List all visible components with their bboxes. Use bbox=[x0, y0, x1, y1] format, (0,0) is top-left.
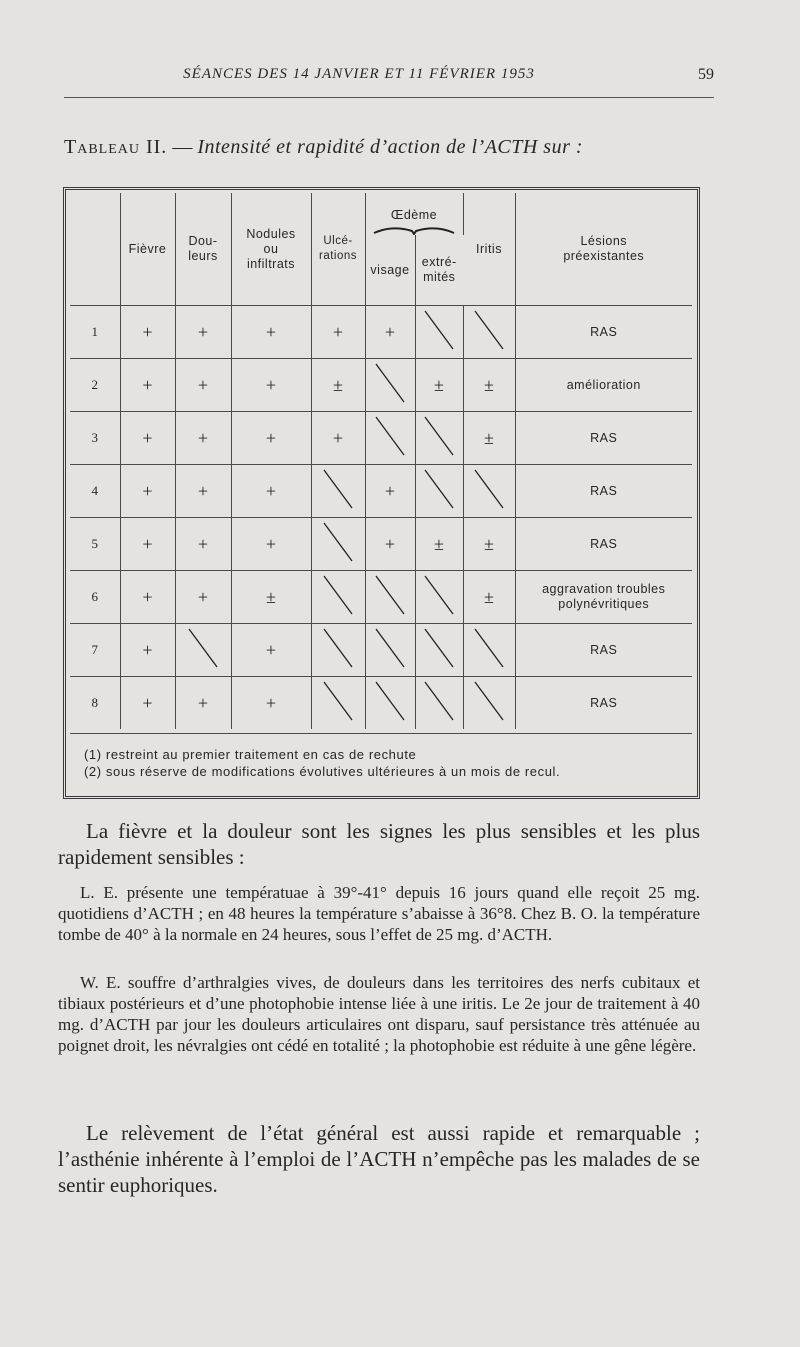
table-title: Intensité et rapidité d’action de l’ACTH sur : bbox=[197, 136, 584, 158]
table-cell: + bbox=[120, 412, 175, 465]
page-header bbox=[64, 66, 714, 92]
header-ulcerations: Ulcé- rations bbox=[311, 193, 365, 306]
table-cell: ± bbox=[463, 518, 515, 571]
lesions-cell: aggravation troubles polynévritiques bbox=[515, 571, 692, 624]
table-cell: + bbox=[120, 306, 175, 359]
lesions-cell: RAS bbox=[515, 306, 692, 359]
table-cell: ± bbox=[463, 412, 515, 465]
paragraph-1: La fièvre et la douleur sont les signes les plus sensibles et les plus rapidement sensibles : bbox=[58, 819, 700, 869]
slash-mark bbox=[175, 624, 231, 677]
diagonal-slash-icon bbox=[422, 679, 456, 723]
lesions-cell: RAS bbox=[515, 412, 692, 465]
table-cell: + bbox=[231, 465, 311, 518]
table-cell: + bbox=[175, 359, 231, 412]
page-number: 59 bbox=[698, 66, 714, 83]
lesions-cell: RAS bbox=[515, 677, 692, 730]
table-label: Tableau II. bbox=[64, 136, 168, 158]
slash-mark bbox=[311, 518, 365, 571]
diagonal-slash-icon bbox=[373, 573, 407, 617]
table-footnotes bbox=[84, 746, 684, 780]
header-douleurs: Dou- leurs bbox=[175, 193, 231, 306]
diagonal-slash-icon bbox=[472, 679, 506, 723]
slash-mark bbox=[365, 677, 415, 730]
table-cell: + bbox=[175, 412, 231, 465]
diagonal-slash-icon bbox=[321, 626, 355, 670]
header-visage: visage bbox=[365, 235, 415, 306]
header-rule bbox=[64, 97, 714, 98]
table-row bbox=[70, 571, 692, 624]
table-cell: + bbox=[365, 518, 415, 571]
diagonal-slash-icon bbox=[422, 573, 456, 617]
diagonal-slash-icon bbox=[186, 626, 220, 670]
diagonal-slash-icon bbox=[472, 467, 506, 511]
slash-mark bbox=[311, 677, 365, 730]
slash-mark bbox=[415, 677, 463, 730]
diagonal-slash-icon bbox=[321, 679, 355, 723]
table-cell: + bbox=[120, 677, 175, 730]
diagonal-slash-icon bbox=[422, 626, 456, 670]
paragraph-3: W. E. souffre d’arthralgies vives, de douleurs dans les territoires des nerfs cubitaux et tibiaux postérieurs et d’une photophobie intense liée à une iritis. Le 2e jour de traitement à 40 mg. d’ACTH par jour les douleurs articulaires ont disparu, sauf persistance très atténuée au poignet droit, les névralgies ont cédé en totalité ; la photophobie est réduite à une gêne légère. bbox=[58, 973, 700, 1055]
header-iritis: Iritis bbox=[463, 193, 515, 306]
table-cell: + bbox=[175, 571, 231, 624]
slash-mark bbox=[463, 306, 515, 359]
table-cell: ± bbox=[231, 571, 311, 624]
diagonal-slash-icon bbox=[422, 414, 456, 458]
brace-icon bbox=[372, 225, 456, 235]
caption-dash: — bbox=[172, 136, 193, 158]
row-number: 1 bbox=[70, 306, 120, 359]
table-cell: + bbox=[120, 465, 175, 518]
row-number: 5 bbox=[70, 518, 120, 571]
header-lesions: Lésions préexistantes bbox=[563, 234, 645, 263]
table-row bbox=[70, 518, 692, 571]
table-cell: ± bbox=[463, 571, 515, 624]
table-cell: + bbox=[365, 465, 415, 518]
slash-mark bbox=[365, 359, 415, 412]
table-cell: + bbox=[311, 306, 365, 359]
header-nodules: Nodules ou infiltrats bbox=[231, 193, 311, 306]
table-cell: + bbox=[120, 624, 175, 677]
footnote-2: (2) sous réserve de modifications évolutives ultérieures à un mois de recul. bbox=[84, 764, 561, 779]
diagonal-slash-icon bbox=[472, 626, 506, 670]
table-cell: + bbox=[231, 677, 311, 730]
slash-mark bbox=[415, 465, 463, 518]
table-cell: + bbox=[175, 306, 231, 359]
table-bottom-rule bbox=[70, 733, 692, 734]
slash-mark bbox=[415, 571, 463, 624]
table-row bbox=[70, 677, 692, 730]
table-row bbox=[70, 624, 692, 677]
table-cell: + bbox=[231, 306, 311, 359]
slash-mark bbox=[415, 306, 463, 359]
slash-mark bbox=[311, 571, 365, 624]
slash-mark bbox=[415, 412, 463, 465]
row-number: 6 bbox=[70, 571, 120, 624]
row-number: 4 bbox=[70, 465, 120, 518]
table-cell: + bbox=[175, 465, 231, 518]
lesions-cell: RAS bbox=[515, 465, 692, 518]
header-fievre: Fièvre bbox=[120, 193, 175, 306]
paragraph-4: Le relèvement de l’état général est aussi rapide et remarquable ; l’asthénie inhérente à l’emploi de l’ACTH n’empêche pas les malades de se sentir euphoriques. bbox=[58, 1121, 700, 1197]
diagonal-slash-icon bbox=[472, 308, 506, 352]
table-cell: ± bbox=[311, 359, 365, 412]
row-number: 8 bbox=[70, 677, 120, 730]
table-cell: + bbox=[120, 359, 175, 412]
row-number: 7 bbox=[70, 624, 120, 677]
lesions-cell: RAS bbox=[515, 624, 692, 677]
row-number: 3 bbox=[70, 412, 120, 465]
slash-mark bbox=[463, 465, 515, 518]
slash-mark bbox=[365, 412, 415, 465]
diagonal-slash-icon bbox=[373, 679, 407, 723]
slash-mark bbox=[463, 677, 515, 730]
slash-mark bbox=[415, 624, 463, 677]
table-row bbox=[70, 412, 692, 465]
lesions-cell: RAS bbox=[515, 518, 692, 571]
slash-mark bbox=[311, 465, 365, 518]
diagonal-slash-icon bbox=[321, 573, 355, 617]
table-cell: + bbox=[120, 571, 175, 624]
slash-mark bbox=[365, 624, 415, 677]
table-cell: + bbox=[175, 518, 231, 571]
table-row bbox=[70, 465, 692, 518]
table-caption bbox=[64, 136, 714, 159]
slash-mark bbox=[463, 624, 515, 677]
oedeme-label: Œdème bbox=[390, 208, 438, 222]
paragraph-2: L. E. présente une températuae à 39°-41° depuis 16 jours quand elle reçoit 25 mg. quotidiens d’ACTH ; en 48 heures la température s’abaisse à 36°8. Chez B. O. la température tombe de 40° à la normale en 24 heures, sous l’effet de 25 mg. d’ACTH. bbox=[58, 883, 700, 944]
acth-table bbox=[70, 193, 692, 729]
table-row bbox=[70, 306, 692, 359]
table-cell: + bbox=[231, 518, 311, 571]
table-cell: ± bbox=[463, 359, 515, 412]
running-title: SÉANCES DES 14 JANVIER ET 11 FÉVRIER 1953 bbox=[183, 66, 535, 82]
diagonal-slash-icon bbox=[373, 626, 407, 670]
diagonal-slash-icon bbox=[373, 414, 407, 458]
slash-mark bbox=[311, 624, 365, 677]
header-index bbox=[70, 193, 120, 306]
header-extremites: extré- mités bbox=[421, 255, 457, 284]
diagonal-slash-icon bbox=[321, 467, 355, 511]
table-cell: + bbox=[120, 518, 175, 571]
table-cell: + bbox=[175, 677, 231, 730]
table-cell: + bbox=[231, 359, 311, 412]
diagonal-slash-icon bbox=[321, 520, 355, 564]
slash-mark bbox=[365, 571, 415, 624]
table-cell: + bbox=[231, 624, 311, 677]
table-cell: ± bbox=[415, 518, 463, 571]
table-body bbox=[70, 306, 692, 730]
table-cell: ± bbox=[415, 359, 463, 412]
header-oedeme bbox=[365, 193, 463, 235]
table-row bbox=[70, 359, 692, 412]
table-cell: + bbox=[365, 306, 415, 359]
diagonal-slash-icon bbox=[373, 361, 407, 405]
diagonal-slash-icon bbox=[422, 308, 456, 352]
row-number: 2 bbox=[70, 359, 120, 412]
table-cell: + bbox=[311, 412, 365, 465]
diagonal-slash-icon bbox=[422, 467, 456, 511]
table-cell: + bbox=[231, 412, 311, 465]
footnote-1: (1) restreint au premier traitement en cas de rechute bbox=[84, 747, 417, 762]
lesions-cell: amélioration bbox=[515, 359, 692, 412]
